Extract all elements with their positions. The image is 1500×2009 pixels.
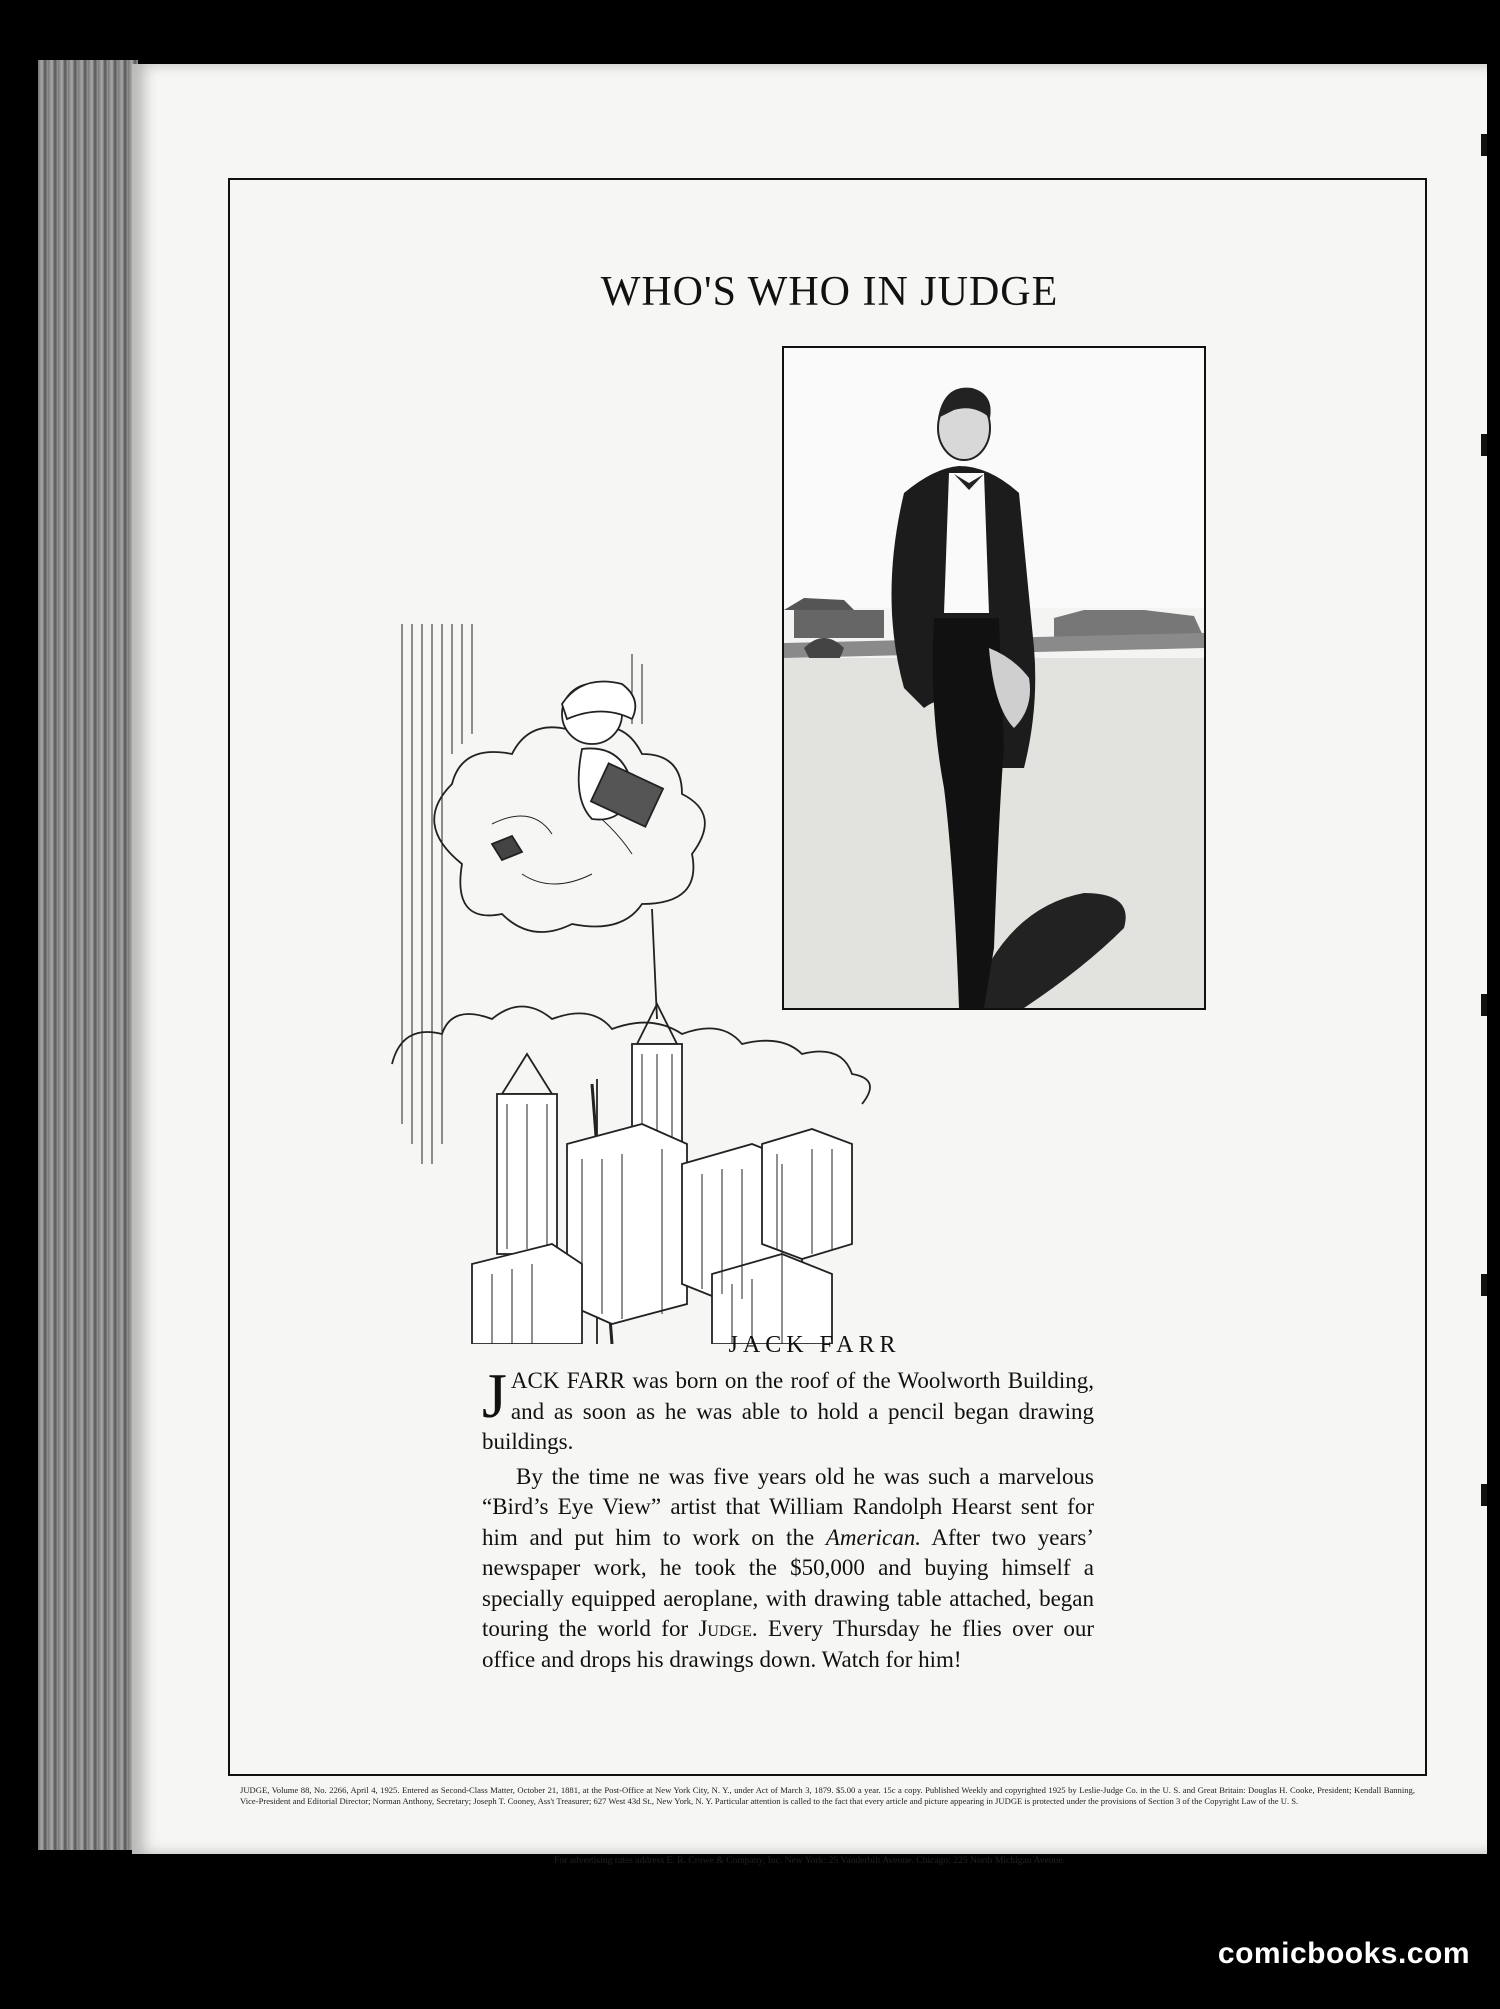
page-edge-mark xyxy=(1481,1274,1487,1296)
drop-cap: J xyxy=(482,1360,507,1431)
page-title: WHO'S WHO IN JUDGE xyxy=(600,269,1059,315)
book-binding xyxy=(38,60,138,1850)
page-edge-mark xyxy=(1481,994,1487,1016)
magazine-page xyxy=(132,64,1487,1866)
site-watermark: comicbooks.com xyxy=(1217,1937,1470,1970)
birds-eye-city-illustration xyxy=(382,624,902,1344)
article-paragraph-1: JACK FARR was born on the roof of the Woolworth Building, and as soon as he was able to hold a pencil began drawing buildings. xyxy=(482,1360,1094,1454)
page-edge-mark xyxy=(1481,434,1487,456)
article-body xyxy=(482,1360,1095,1675)
article-heading: JACK FARR xyxy=(728,1332,901,1358)
page-edge-mark xyxy=(1481,1484,1487,1506)
publication-imprint: JUDGE, Volume 88, No. 2266, April 4, 1925. Entered as Second-Class Matter, October 21, 1881, at the Post-Office at New York City, N. Y., under Act of March 3, 1879. $5.00 a year. 15c a copy. Published Weekly and copyrighted 1925 by Leslie-Judge Co. in the U. S. and Great Britain: Douglas H. Cooke, President; Kendall Banning, Vice-President and Editorial Director; Norman Anthony, Secretary; Joseph T. Cooney, Ass't Treasurer; 627 West 43d St., New York, N. Y. Particular attention is called to the fact that every article and picture appearing in JUDGE is protected under the provisions of Section 3 of the Copyright Law of the U. S. xyxy=(240,1785,1415,1806)
page-edge-mark xyxy=(1481,134,1487,156)
advertising-address: For advertising rates address E. R. Crowe & Company, Inc. New York: 25 Vanderbilt Avenue. Chicago: 225 North Michigan Avenue. xyxy=(554,1855,1065,1866)
article-paragraph-2: By the time ne was five years old he was such a marvelous “Bird’s Eye View” artist that William Randolph Hearst sent for him and put him to work on the American. After two years’ newspaper work, he took the $50,000 and buying himself a specially equipped aeroplane, with drawing table attached, began touring the world for Judge. Every Thursday he flies over our office and drops his drawings down. Watch for him! xyxy=(482,1463,1095,1672)
